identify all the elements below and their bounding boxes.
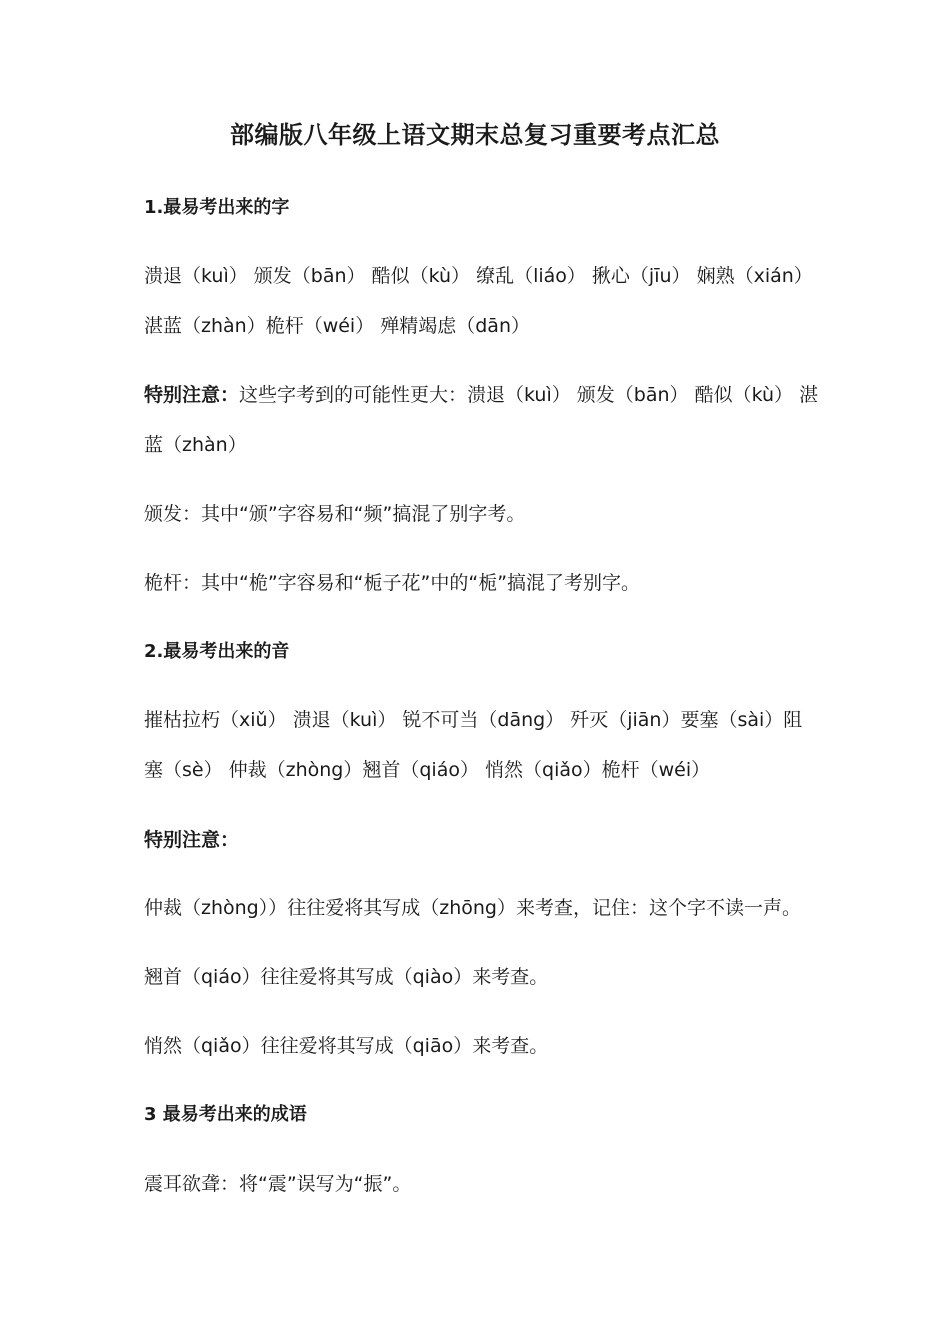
paragraph: 震耳欲聋：将“震”误写为“振”。 (144, 1173, 412, 1195)
paragraph: 悄然（qiǎo）往往爱将其写成（qiāo）来考查。 (144, 1035, 549, 1057)
note-label: 特别注意： (144, 829, 240, 851)
text-line: 蓝（zhàn） (144, 434, 247, 456)
paragraph: 仲裁（zhòng））往往爱将其写成（zhōng）来考查，记住：这个字不读一声。 (144, 897, 801, 919)
text-line: 摧枯拉朽（xiǔ） 溃退（kuì） 锐不可当（dāng） 歼灭（jiān）要塞（sài）阻 (144, 709, 803, 731)
note-line (144, 381, 824, 409)
paragraph: 颁发：其中“颁”字容易和“频”搞混了别字考。 (144, 503, 526, 525)
section-heading-idioms: 3 最易考出来的成语 (144, 1104, 307, 1125)
document-title: 部编版八年级上语文期末总复习重要考点汇总 (230, 121, 720, 149)
note-label: 特别注意： (144, 384, 240, 406)
section-heading-characters: 1.最易考出来的字 (144, 197, 290, 218)
section-heading-pronunciation: 2.最易考出来的音 (144, 641, 290, 662)
text-line: 湛蓝（zhàn）桅杆（wéi） 殚精竭虑（dān） (144, 315, 530, 337)
text-line: 塞（sè） 仲裁（zhòng）翘首（qiáo） 悄然（qiǎo）桅杆（wéi） (144, 759, 711, 781)
text-line: 溃退（kuì） 颁发（bān） 酷似（kù） 缭乱（liáo） 揪心（jīu） 娴熟（xián） (144, 265, 813, 287)
paragraph: 翘首（qiáo）往往爱将其写成（qiào）来考查。 (144, 966, 549, 988)
paragraph: 桅杆：其中“桅”字容易和“栀子花”中的“栀”搞混了考别字。 (144, 572, 641, 594)
note-text: 这些字考到的可能性更大：溃退（kuì） 颁发（bān） 酷似（kù） 湛 (239, 384, 819, 406)
